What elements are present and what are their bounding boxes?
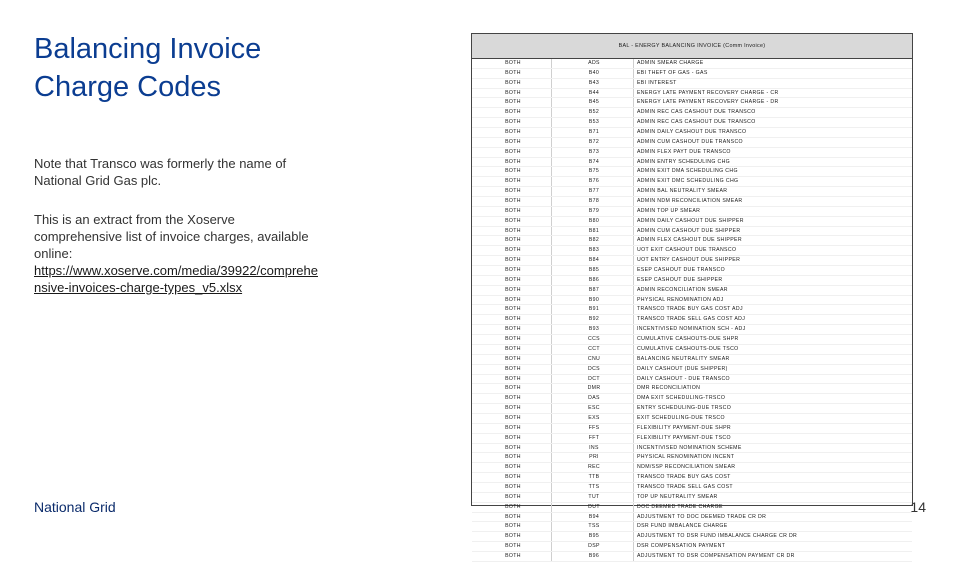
description-cell: DAILY CASHOUT - DUE TRANSCO — [634, 374, 913, 384]
charge-code-grid — [472, 59, 912, 562]
code-cell: B86 — [552, 275, 634, 285]
description-cell: EBI INTEREST — [634, 78, 913, 88]
table-row — [472, 108, 912, 118]
code-cell: B75 — [552, 167, 634, 177]
party-cell: BOTH — [472, 295, 552, 305]
table-row — [472, 147, 912, 157]
description-cell: EBI THEFT OF GAS - GAS — [634, 68, 913, 78]
table-row — [472, 177, 912, 187]
table-row — [472, 551, 912, 561]
table-row — [472, 413, 912, 423]
code-cell: B82 — [552, 236, 634, 246]
code-cell: B81 — [552, 226, 634, 236]
table-row — [472, 463, 912, 473]
table-row — [472, 226, 912, 236]
description-cell: CUMULATIVE CASHOUTS-DUE SHPR — [634, 335, 913, 345]
table-row — [472, 236, 912, 246]
party-cell: BOTH — [472, 551, 552, 561]
description-cell: ADMIN RECONCILIATION SMEAR — [634, 285, 913, 295]
party-cell: BOTH — [472, 384, 552, 394]
code-cell: B71 — [552, 128, 634, 138]
table-row — [472, 473, 912, 483]
party-cell: BOTH — [472, 433, 552, 443]
code-cell: B79 — [552, 206, 634, 216]
description-cell: TRANSCO TRADE BUY GAS COST — [634, 473, 913, 483]
description-cell: DSR FUND IMBALANCE CHARGE — [634, 522, 913, 532]
description-cell: ADMIN EXIT DMC SCHEDULING CHG — [634, 177, 913, 187]
charge-code-table — [471, 33, 913, 559]
code-cell: B45 — [552, 98, 634, 108]
description-cell: TRANSCO TRADE SELL GAS COST ADJ — [634, 315, 913, 325]
party-cell: BOTH — [472, 502, 552, 512]
xoserve-note — [34, 211, 324, 296]
code-cell: EXS — [552, 413, 634, 423]
table-row — [472, 394, 912, 404]
table-row — [472, 315, 912, 325]
description-cell: ENERGY LATE PAYMENT RECOVERY CHARGE - DR — [634, 98, 913, 108]
table-row — [472, 88, 912, 98]
slide-title: Balancing Invoice Charge Codes — [34, 33, 262, 103]
table-row — [472, 453, 912, 463]
party-cell: BOTH — [472, 335, 552, 345]
description-cell: ADMIN FLEX CASHOUT DUE SHIPPER — [634, 236, 913, 246]
code-cell: B40 — [552, 68, 634, 78]
code-cell: B87 — [552, 285, 634, 295]
party-cell: BOTH — [472, 59, 552, 68]
code-cell: B83 — [552, 246, 634, 256]
party-cell: BOTH — [472, 285, 552, 295]
party-cell: BOTH — [472, 275, 552, 285]
description-cell: INCENTIVISED NOMINATION SCHEME — [634, 443, 913, 453]
code-cell: B76 — [552, 177, 634, 187]
table-row — [472, 325, 912, 335]
party-cell: BOTH — [472, 463, 552, 473]
description-cell: ADMIN BAL NEUTRALITY SMEAR — [634, 187, 913, 197]
table-row — [472, 433, 912, 443]
party-cell: BOTH — [472, 492, 552, 502]
table-row — [472, 157, 912, 167]
party-cell: BOTH — [472, 236, 552, 246]
description-cell: TOP UP NEUTRALITY SMEAR — [634, 492, 913, 502]
description-cell: ADMIN DAILY CASHOUT DUE TRANSCO — [634, 128, 913, 138]
table-row — [472, 305, 912, 315]
description-cell: ENTRY SCHEDULING-DUE TRSCO — [634, 404, 913, 414]
code-cell: FFT — [552, 433, 634, 443]
code-cell: B93 — [552, 325, 634, 335]
table-row — [472, 59, 912, 68]
table-row — [472, 374, 912, 384]
code-cell: B90 — [552, 295, 634, 305]
description-cell: ESEP CASHOUT DUE TRANSCO — [634, 266, 913, 276]
description-cell: TRANSCO TRADE SELL GAS COST — [634, 482, 913, 492]
party-cell: BOTH — [472, 512, 552, 522]
description-cell: ADMIN SMEAR CHARGE — [634, 59, 913, 68]
party-cell: BOTH — [472, 157, 552, 167]
table-row — [472, 206, 912, 216]
code-cell: B78 — [552, 197, 634, 207]
table-row — [472, 118, 912, 128]
description-cell: ADMIN DAILY CASHOUT DUE SHIPPER — [634, 216, 913, 226]
code-cell: B74 — [552, 157, 634, 167]
description-cell: ADMIN REC CAS CASHOUT DUE TRANSCO — [634, 108, 913, 118]
code-cell: REC — [552, 463, 634, 473]
code-cell: B91 — [552, 305, 634, 315]
table-row — [472, 285, 912, 295]
description-cell: FLEXIBILITY PAYMENT-DUE SHPR — [634, 423, 913, 433]
description-cell: ADMIN EXIT DMA SCHEDULING CHG — [634, 167, 913, 177]
description-cell: ADMIN CUM CASHOUT DUE SHIPPER — [634, 226, 913, 236]
description-cell: ENERGY LATE PAYMENT RECOVERY CHARGE - CR — [634, 88, 913, 98]
party-cell: BOTH — [472, 137, 552, 147]
description-cell: ADMIN ENTRY SCHEDULING CHG — [634, 157, 913, 167]
party-cell: BOTH — [472, 404, 552, 414]
table-row — [472, 443, 912, 453]
code-cell: B94 — [552, 512, 634, 522]
code-cell: DAS — [552, 394, 634, 404]
table-row — [472, 68, 912, 78]
party-cell: BOTH — [472, 197, 552, 207]
party-cell: BOTH — [472, 88, 552, 98]
code-cell: DCT — [552, 374, 634, 384]
table-row — [472, 197, 912, 207]
party-cell: BOTH — [472, 266, 552, 276]
table-row — [472, 78, 912, 88]
table-row — [472, 354, 912, 364]
description-cell: UOT EXIT CASHOUT DUE TRANSCO — [634, 246, 913, 256]
party-cell: BOTH — [472, 256, 552, 266]
table-row — [472, 364, 912, 374]
party-cell: BOTH — [472, 108, 552, 118]
party-cell: BOTH — [472, 482, 552, 492]
table-row — [472, 502, 912, 512]
description-cell: ADMIN TOP UP SMEAR — [634, 206, 913, 216]
description-cell: PHYSICAL RENOMINATION ADJ — [634, 295, 913, 305]
code-cell: ADS — [552, 59, 634, 68]
party-cell: BOTH — [472, 246, 552, 256]
description-cell: PHYSICAL RENOMINATION INCENT — [634, 453, 913, 463]
table-row — [472, 128, 912, 138]
party-cell: BOTH — [472, 344, 552, 354]
party-cell: BOTH — [472, 206, 552, 216]
code-cell: B72 — [552, 137, 634, 147]
party-cell: BOTH — [472, 187, 552, 197]
party-cell: BOTH — [472, 216, 552, 226]
party-cell: BOTH — [472, 315, 552, 325]
party-cell: BOTH — [472, 374, 552, 384]
xoserve-link[interactable]: https://www.xoserve.com/media/39922/comprehensive-invoices-charge-types_v5.xlsx — [34, 263, 318, 295]
description-cell: DOC DEEMED TRADE CHARGE — [634, 502, 913, 512]
table-row — [472, 216, 912, 226]
party-cell: BOTH — [472, 167, 552, 177]
party-cell: BOTH — [472, 354, 552, 364]
party-cell: BOTH — [472, 423, 552, 433]
description-cell: ADMIN FLEX PAYT DUE TRANSCO — [634, 147, 913, 157]
table-row — [472, 492, 912, 502]
description-cell: DMA EXIT SCHEDULING-TRSCO — [634, 394, 913, 404]
description-cell: UOT ENTRY CASHOUT DUE SHIPPER — [634, 256, 913, 266]
code-cell: B77 — [552, 187, 634, 197]
description-cell: EXIT SCHEDULING-DUE TRSCO — [634, 413, 913, 423]
party-cell: BOTH — [472, 453, 552, 463]
party-cell: BOTH — [472, 394, 552, 404]
description-cell: ADMIN NDM RECONCILIATION SMEAR — [634, 197, 913, 207]
code-cell: TTB — [552, 473, 634, 483]
table-row — [472, 512, 912, 522]
code-cell: B80 — [552, 216, 634, 226]
code-cell: DSP — [552, 542, 634, 552]
code-cell: INS — [552, 443, 634, 453]
code-cell: B92 — [552, 315, 634, 325]
party-cell: BOTH — [472, 305, 552, 315]
table-row — [472, 187, 912, 197]
xoserve-note-text: This is an extract from the Xoserve comprehensive list of invoice charges, available online: — [34, 212, 309, 261]
description-cell: DAILY CASHOUT (DUE SHIPPER) — [634, 364, 913, 374]
party-cell: BOTH — [472, 532, 552, 542]
party-cell: BOTH — [472, 118, 552, 128]
party-cell: BOTH — [472, 325, 552, 335]
code-cell: CNU — [552, 354, 634, 364]
code-cell: ESC — [552, 404, 634, 414]
code-cell: PRI — [552, 453, 634, 463]
code-cell: CCS — [552, 335, 634, 345]
code-cell: TTS — [552, 482, 634, 492]
page-number: 14 — [910, 499, 926, 515]
code-cell: B95 — [552, 532, 634, 542]
table-row — [472, 295, 912, 305]
party-cell: BOTH — [472, 98, 552, 108]
code-cell: FFS — [552, 423, 634, 433]
code-cell: TSS — [552, 522, 634, 532]
description-cell: INCENTIVISED NOMINATION SCH - ADJ — [634, 325, 913, 335]
description-cell: BALANCING NEUTRALITY SMEAR — [634, 354, 913, 364]
description-cell: ADJUSTMENT TO DOC DEEMED TRADE CR DR — [634, 512, 913, 522]
table-row — [472, 246, 912, 256]
description-cell: NDM/SSP RECONCILIATION SMEAR — [634, 463, 913, 473]
description-cell: ADMIN REC CAS CASHOUT DUE TRANSCO — [634, 118, 913, 128]
code-cell: B84 — [552, 256, 634, 266]
table-header: BAL - ENERGY BALANCING INVOICE (Comm Invoice) — [472, 34, 912, 59]
party-cell: BOTH — [472, 147, 552, 157]
table-row — [472, 275, 912, 285]
party-cell: BOTH — [472, 68, 552, 78]
party-cell: BOTH — [472, 226, 552, 236]
code-cell: B85 — [552, 266, 634, 276]
code-cell: B73 — [552, 147, 634, 157]
table-row — [472, 384, 912, 394]
code-cell: DCS — [552, 364, 634, 374]
party-cell: BOTH — [472, 413, 552, 423]
description-cell: ADMIN CUM CASHOUT DUE TRANSCO — [634, 137, 913, 147]
table-row — [472, 98, 912, 108]
transco-note: Note that Transco was formerly the name of National Grid Gas plc. — [34, 156, 287, 188]
party-cell: BOTH — [472, 542, 552, 552]
table-row — [472, 522, 912, 532]
code-cell: B52 — [552, 108, 634, 118]
description-cell: ESEP CASHOUT DUE SHIPPER — [634, 275, 913, 285]
description-cell: DSR COMPENSATION PAYMENT — [634, 542, 913, 552]
description-cell: TRANSCO TRADE BUY GAS COST ADJ — [634, 305, 913, 315]
table-row — [472, 532, 912, 542]
table-row — [472, 542, 912, 552]
table-row — [472, 137, 912, 147]
code-cell: B43 — [552, 78, 634, 88]
party-cell: BOTH — [472, 443, 552, 453]
code-cell: B96 — [552, 551, 634, 561]
table-row — [472, 344, 912, 354]
table-row — [472, 266, 912, 276]
table-row — [472, 167, 912, 177]
party-cell: BOTH — [472, 522, 552, 532]
table-row — [472, 482, 912, 492]
code-cell: TUT — [552, 492, 634, 502]
description-cell: DMR RECONCILIATION — [634, 384, 913, 394]
table-row — [472, 256, 912, 266]
description-cell: ADJUSTMENT TO DSR COMPENSATION PAYMENT CR DR — [634, 551, 913, 561]
table-row — [472, 423, 912, 433]
party-cell: BOTH — [472, 364, 552, 374]
table-row — [472, 335, 912, 345]
code-cell: B44 — [552, 88, 634, 98]
description-cell: FLEXIBILITY PAYMENT-DUE TSCO — [634, 433, 913, 443]
description-cell: CUMULATIVE CASHOUTS-DUE TSCO — [634, 344, 913, 354]
code-cell: DUT — [552, 502, 634, 512]
party-cell: BOTH — [472, 473, 552, 483]
description-cell: ADJUSTMENT TO DSR FUND IMBALANCE CHARGE CR DR — [634, 532, 913, 542]
code-cell: B53 — [552, 118, 634, 128]
footer-brand: National Grid — [34, 499, 116, 515]
party-cell: BOTH — [472, 128, 552, 138]
party-cell: BOTH — [472, 78, 552, 88]
code-cell: DMR — [552, 384, 634, 394]
party-cell: BOTH — [472, 177, 552, 187]
table-row — [472, 404, 912, 414]
code-cell: CCT — [552, 344, 634, 354]
